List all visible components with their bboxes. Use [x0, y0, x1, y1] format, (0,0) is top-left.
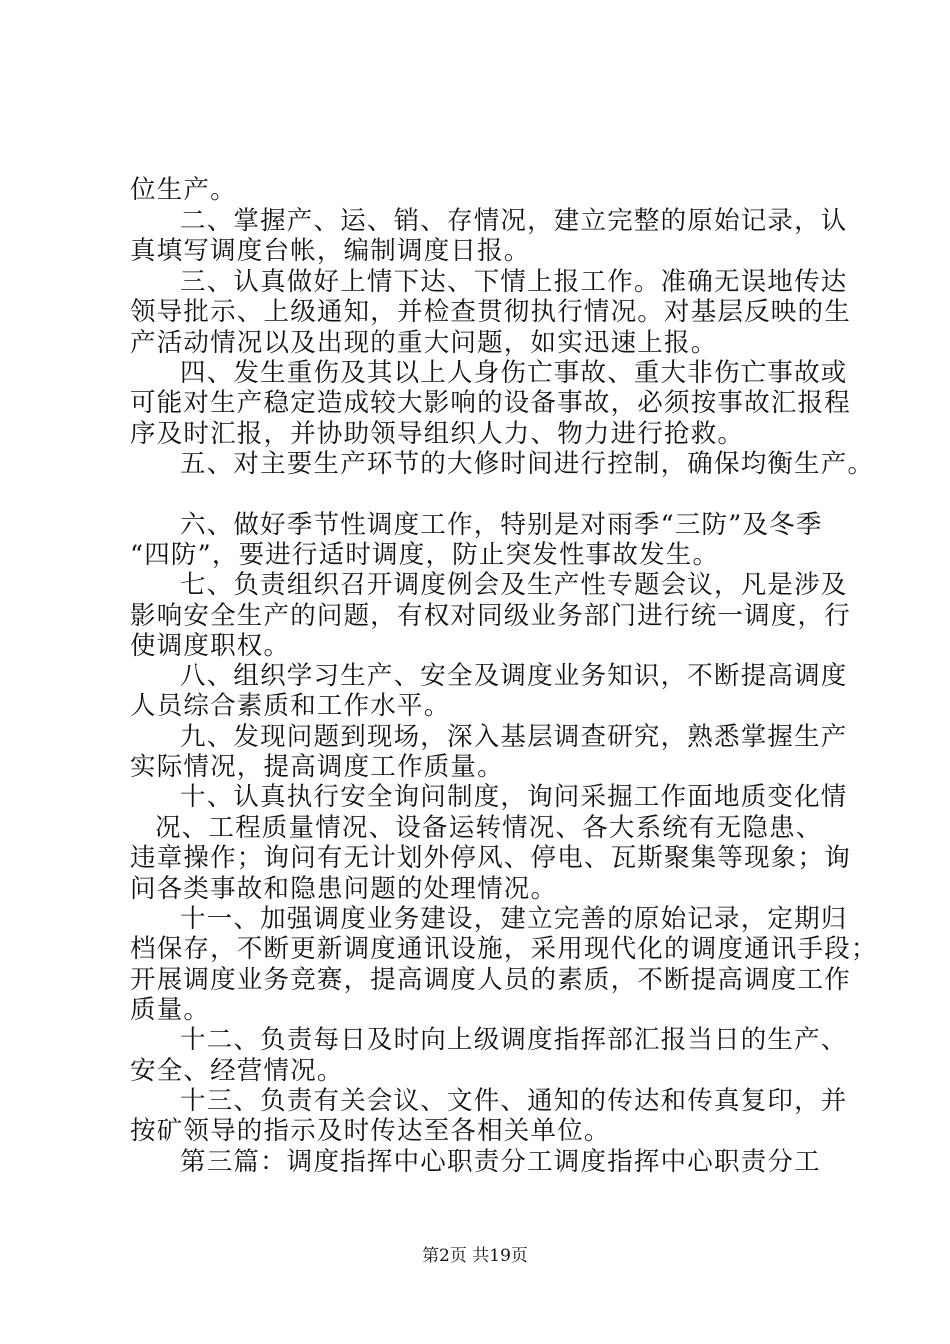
text-line: 十、认真执行安全询问制度，询问采掘工作面地质变化情 [180, 782, 848, 812]
text-line: 十三、负责有关会议、文件、通知的传达和传真复印，并 [180, 1086, 848, 1116]
text-line: 十一、加强调度业务建设，建立完善的原始记录，定期归 [180, 904, 848, 934]
text-line: 质量。 [130, 995, 211, 1025]
text-line: 四、发生重伤及其以上人身伤亡事故、重大非伤亡事故或 [180, 358, 848, 388]
text-line: 第三篇：调度指挥中心职责分工调度指挥中心职责分工 [180, 1147, 821, 1177]
text-line: 九、发现问题到现场，深入基层调查研究，熟悉掌握生产 [180, 722, 848, 752]
text-line: 使调度职权。 [130, 631, 291, 661]
text-line: 安全、经营情况。 [130, 1056, 344, 1086]
text-line: 五、对主要生产环节的大修时间进行控制，确保均衡生产。 [180, 449, 875, 479]
text-line: 序及时汇报，并协助领导组织人力、物力进行抢救。 [130, 419, 745, 449]
text-line: 三、认真做好上情下达、下情上报工作。准确无误地传达 [180, 267, 848, 297]
text-line: 六、做好季节性调度工作，特别是对雨季“三防”及冬季 [180, 510, 823, 540]
page-number-footer: 第2页 共19页 [422, 1246, 528, 1266]
text-line: 人员综合素质和工作水平。 [130, 691, 451, 721]
text-line: 七、负责组织召开调度例会及生产性专题会议，凡是涉及 [180, 570, 848, 600]
text-line: 八、组织学习生产、安全及调度业务知识，不断提高调度 [180, 661, 848, 691]
text-line: 领导批示、上级通知，并检查贯彻执行情况。对基层反映的生 [130, 297, 851, 327]
text-line: 可能对生产稳定造成较大影响的设备事故，必须按事故汇报程 [130, 388, 851, 418]
text-line: 二、掌握产、运、销、存情况，建立完整的原始记录，认 [180, 206, 848, 236]
text-line: 况、工程质量情况、设备运转情况、各大系统有无隐患、 [155, 813, 823, 843]
text-line: 位生产。 [130, 175, 237, 205]
text-line: 实际情况，提高调度工作质量。 [130, 752, 504, 782]
text-line: 产活动情况以及出现的重大问题，如实迅速上报。 [130, 328, 718, 358]
text-line: 按矿领导的指示及时传达至各相关单位。 [130, 1116, 611, 1146]
text-line: 十二、负责每日及时向上级调度指挥部汇报当日的生产、 [180, 1025, 848, 1055]
text-line: 开展调度业务竞赛，提高调度人员的素质，不断提高调度工作 [130, 965, 851, 995]
text-line: 影响安全生产的问题，有权对同级业务部门进行统一调度，行 [130, 601, 851, 631]
text-line: 违章操作；询问有无计划外停风、停电、瓦斯聚集等现象；询 [130, 843, 851, 873]
text-line: 档保存，不断更新调度通讯设施，采用现代化的调度通讯手段； [130, 934, 878, 964]
text-line: 真填写调度台帐，编制调度日报。 [130, 236, 531, 266]
text-line: 问各类事故和隐患问题的处理情况。 [130, 874, 558, 904]
text-line: “四防”，要进行适时调度，防止突发性事故发生。 [130, 540, 720, 570]
